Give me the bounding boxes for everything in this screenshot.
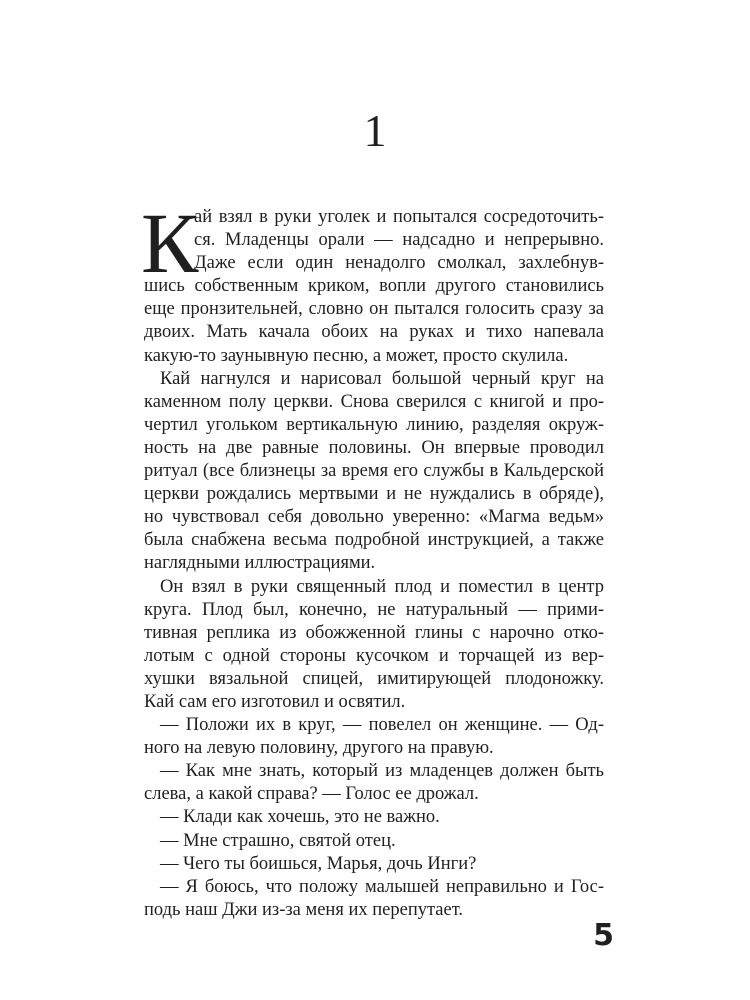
text-line: слева, а какой справа? — Голос ее дрожал. <box>144 784 479 805</box>
chapter-number: 1 <box>363 105 387 156</box>
text-line: была снабжена весьма подробной инструкцией, а также <box>144 530 604 551</box>
chapter-text <box>141 195 604 922</box>
page-number: 5 <box>593 918 614 953</box>
text-line: ность на две равные половины. Он впервые проводил <box>144 437 604 458</box>
text-line: — Клади как хочешь, это не важно. <box>160 807 440 828</box>
text-lines <box>144 206 604 922</box>
text-line: церкви рождались мертвыми и не нуждались в обряде), <box>144 484 604 505</box>
text-line: лотым с одной стороны кусочком и торчащей из вер- <box>144 645 604 666</box>
text-line: — Я боюсь, что положу малышей неправильно и Гос- <box>160 876 604 897</box>
text-line: ся. Младенцы орали — надсадно и непрерывно. <box>194 230 604 251</box>
text-line: чертил угольком вертикальную линию, разделяя окруж- <box>144 414 604 435</box>
text-line: шись собственным криком, вопли другого становились <box>144 276 604 297</box>
text-line: — Чего ты боишься, Марья, дочь Инги? <box>160 853 477 874</box>
drop-cap-letter: К <box>141 195 199 291</box>
text-line: ай взял в руки уголек и попытался сосредоточить- <box>194 207 604 227</box>
text-line: Кай нагнулся и нарисовал большой черный круг на <box>160 368 604 389</box>
text-line: — Мне страшно, святой отец. <box>160 830 396 851</box>
text-line: ного на левую половину, другого на правую. <box>144 738 494 759</box>
text-line: хушки вязальной спицей, имитирующей плодоножку. <box>144 668 604 689</box>
text-line: но чувствовал себя довольно уверенно: «Магма ведьм» <box>144 507 604 528</box>
text-line: круга. Плод был, конечно, не натуральный — прими- <box>144 599 604 620</box>
text-line: Даже если один ненадолго смолкал, захлебнув- <box>194 253 604 274</box>
text-line: Кай сам его изготовил и освятил. <box>144 691 406 712</box>
text-line: каменном полу церкви. Снова сверился с книгой и про- <box>144 391 604 412</box>
text-line: Он взял в руки священный плод и поместил в центр <box>160 576 604 597</box>
text-line: двоих. Мать качала обоих на руках и тихо напевала <box>144 322 604 343</box>
text-line: — Как мне знать, который из младенцев должен быть <box>160 761 604 782</box>
text-line: — Положи их в круг, — повелел он женщине. — Од- <box>160 715 604 736</box>
text-line: подь наш Джи из-за меня их перепутает. <box>144 899 464 920</box>
text-line: какую-то заунывную песню, а может, просто скулила. <box>144 345 569 366</box>
text-line: ритуал (все близнецы за время его службы в Кальдерской <box>144 461 604 482</box>
text-line: еще пронзительней, словно он пытался голосить сразу за <box>144 299 604 320</box>
text-line: тивная реплика из обожженной глины с нарочно отко- <box>144 622 604 643</box>
text-line: наглядными иллюстрациями. <box>144 553 376 574</box>
